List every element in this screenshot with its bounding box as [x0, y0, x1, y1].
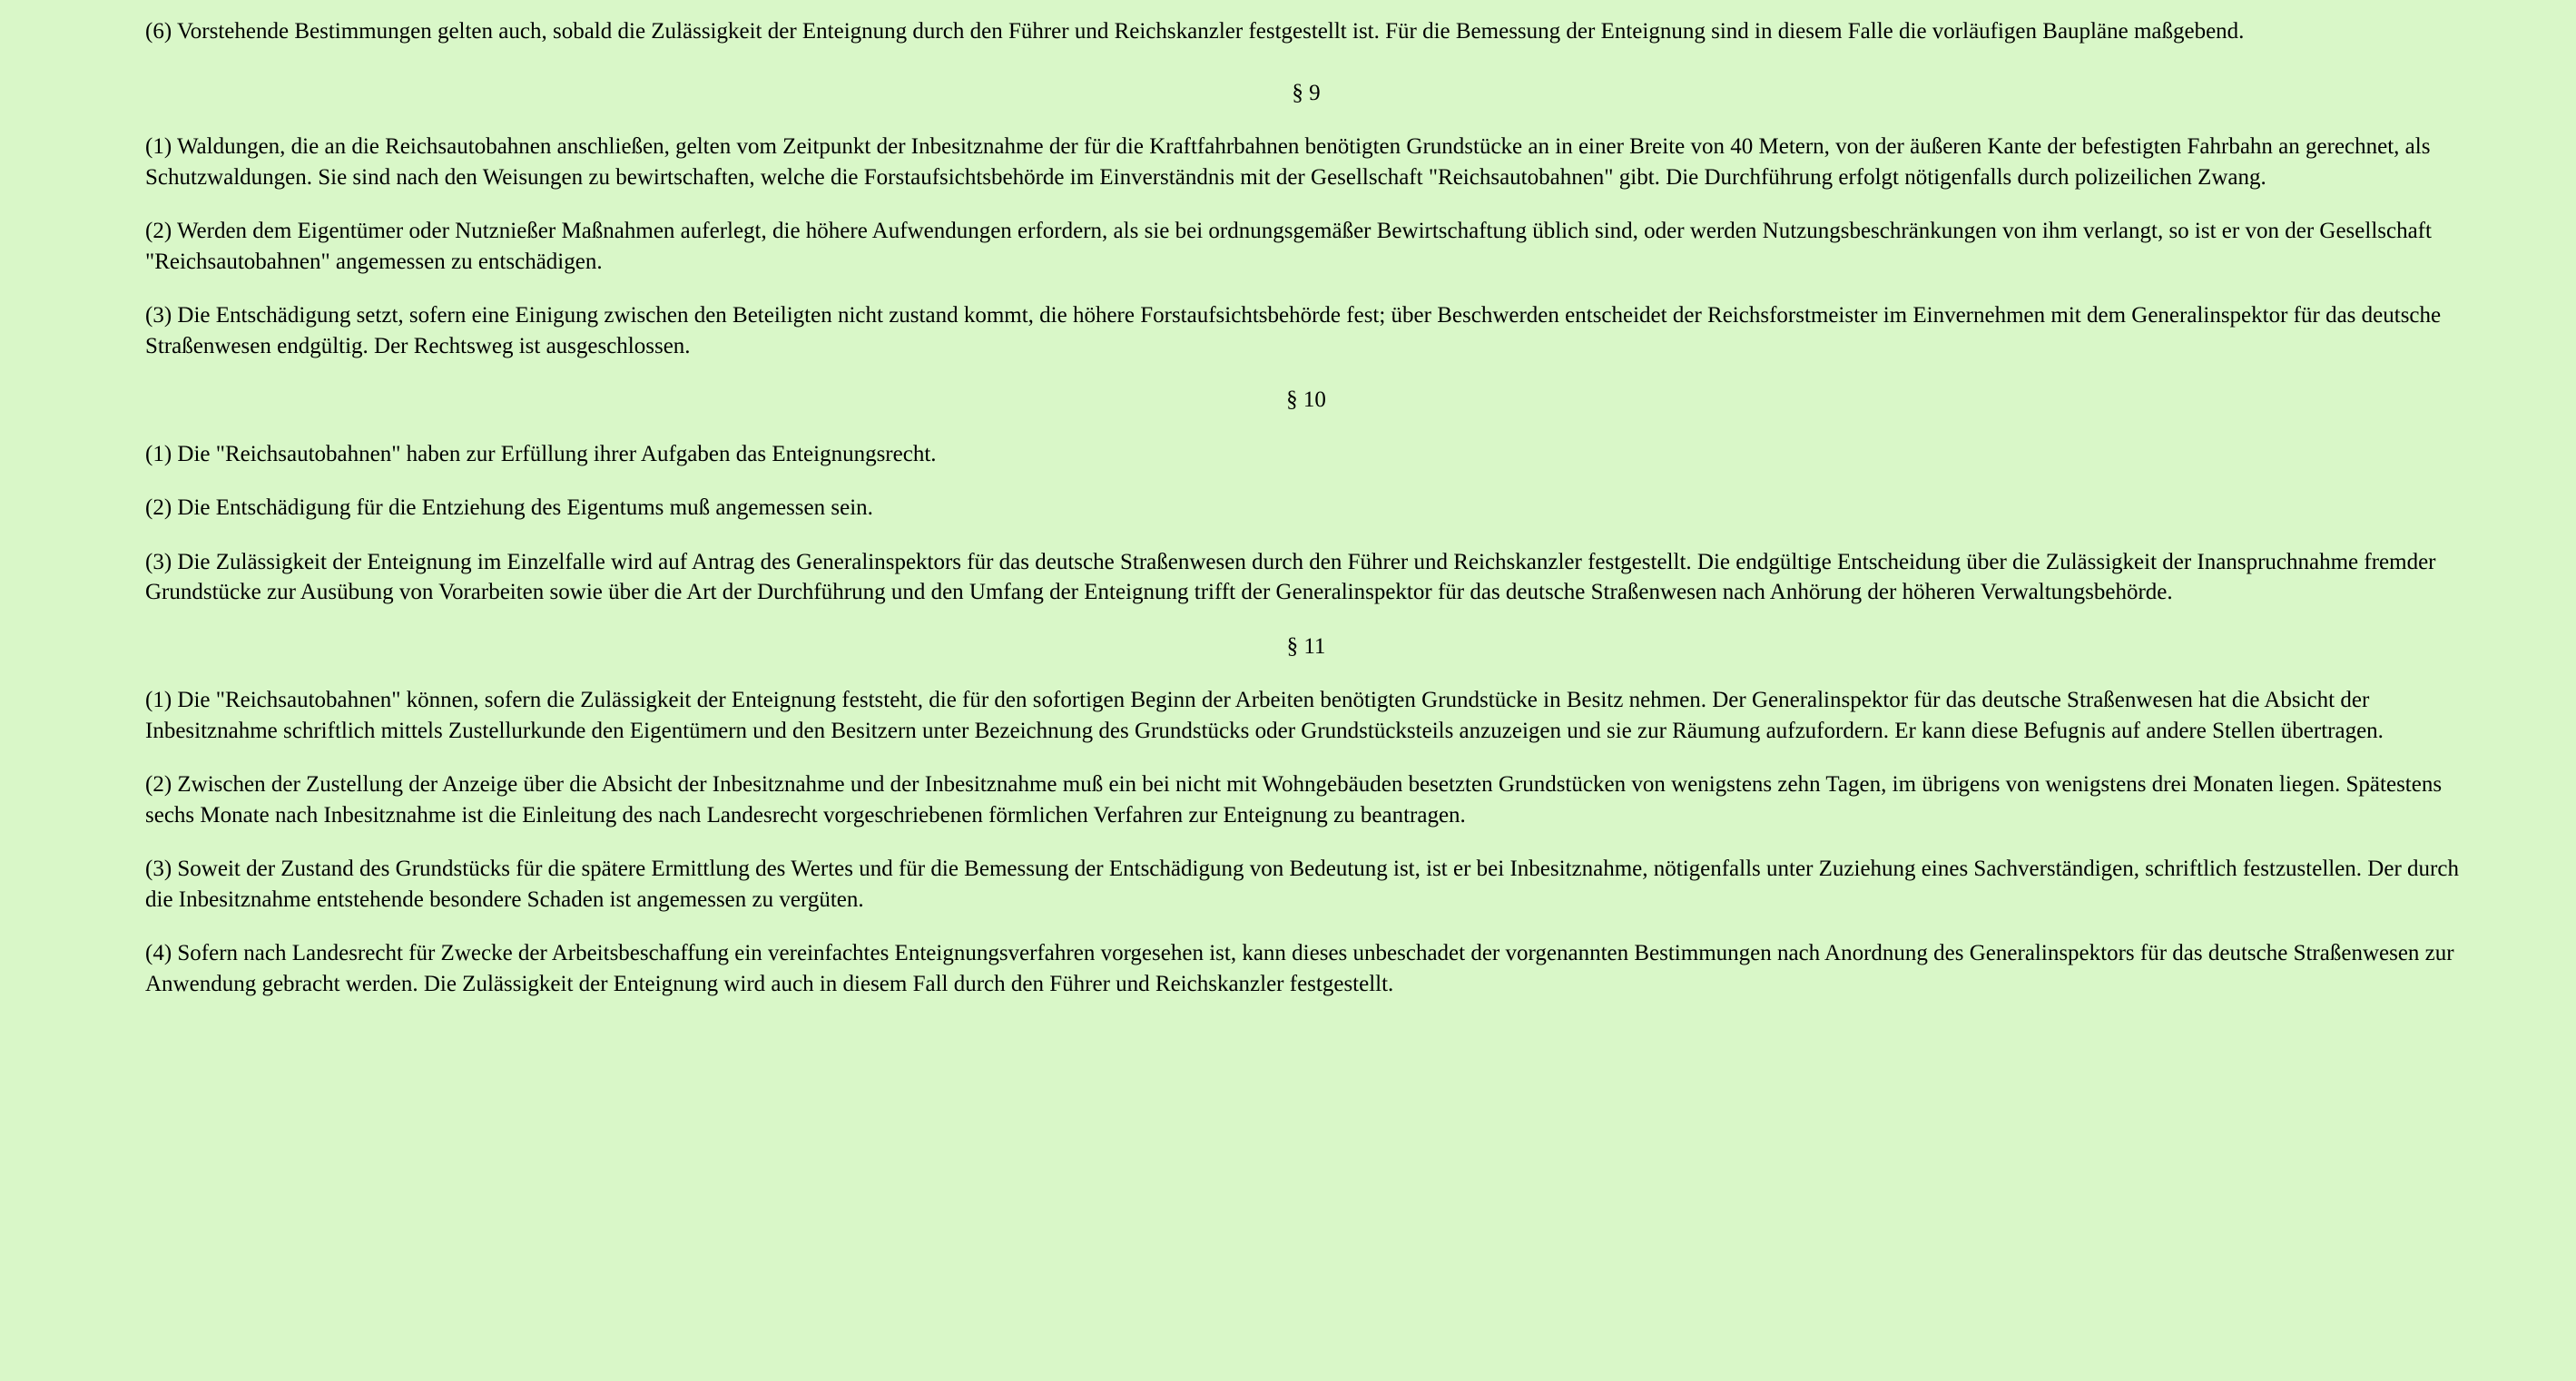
- paragraph-10-2: (2) Die Entschädigung für die Entziehung des Eigentums muß angemessen sein.: [145, 495, 873, 520]
- paragraph-9-2: (2) Werden dem Eigentümer oder Nutznießer Maßnahmen auferlegt, die höhere Aufwendungen erfordern, als sie bei ordnungsgemäßer Bewirtschaftung üblich sind, oder werden Nutzungsbeschränkungen von ihm verlangt, so ist er von der Gesellschaft "Reichsautobahnen" angemessen zu entschädigen.: [145, 219, 2432, 274]
- paragraph-10-3: (3) Die Zulässigkeit der Enteignung im Einzelfalle wird auf Antrag des Generalinspektors für das deutsche Straßenwesen durch den Führer und Reichskanzler festgestellt. Die endgültige Entscheidung über die Zulässigkeit der Inanspruchnahme fremder Grundstücke zur Ausübung von Vorarbeiten sowie über die Art der Durchführung und den Umfang der Enteignung trifft der Generalinspektor für das deutsche Straßenwesen nach Anhörung der höheren Verwaltungsbehörde.: [145, 549, 2436, 604]
- paragraph-11-1: (1) Die "Reichsautobahnen" können, sofern die Zulässigkeit der Enteignung feststeht, die für den sofortigen Beginn der Arbeiten benötigten Grundstücke in Besitz nehmen. Der Generalinspektor für das deutsche Straßenwesen hat die Absicht der Inbesitznahme schriftlich mittels Zustellurkunde den Eigentümern und den Besitzern unter Bezeichnung des Grundstücks oder Grundstücksteils anzuzeigen und sie zur Räumung aufzufordern. Er kann diese Befugnis auf andere Stellen übertragen.: [145, 688, 2384, 743]
- paragraph-9-1: (1) Waldungen, die an die Reichsautobahnen anschließen, gelten vom Zeitpunkt der Inbesitznahme der für die Kraftfahrbahnen benötigten Grundstücke an in einer Breite von 40 Metern, von der äußeren Kante der befestigten Fahrbahn an gerechnet, als Schutzwaldungen. Sie sind nach den Weisungen zu bewirtschaften, welche die Forstaufsichtsbehörde im Einverständnis mit der Gesellschaft "Reichsautobahnen" gibt. Die Durchführung erfolgt nötigenfalls durch polizeilichen Zwang.: [145, 134, 2431, 190]
- paragraph-9-3: (3) Die Entschädigung setzt, sofern eine Einigung zwischen den Beteiligten nicht zustand kommt, die höhere Forstaufsichtsbehörde fest; über Beschwerden entscheidet der Reichsforstmeister im Einvernehmen mit dem Generalinspektor für das deutsche Straßenwesen endgültig. Der Rechtsweg ist ausgeschlossen.: [145, 303, 2442, 358]
- section-heading-11: § 11: [1286, 633, 1326, 659]
- document-body: [145, 16, 2467, 999]
- paragraph-10-1: (1) Die "Reichsautobahnen" haben zur Erfüllung ihrer Aufgaben das Enteignungsrecht.: [145, 441, 937, 466]
- paragraph-11-3: (3) Soweit der Zustand des Grundstücks für die spätere Ermittlung des Wertes und für die Bemessung der Entschädigung von Bedeutung ist, ist er bei Inbesitznahme, nötigenfalls unter Zuziehung eines Sachverständigen, schriftlich festzustellen. Der durch die Inbesitznahme entstehende besondere Schaden ist angemessen zu vergüten.: [145, 857, 2459, 912]
- paragraph-11-4: (4) Sofern nach Landesrecht für Zwecke der Arbeitsbeschaffung ein vereinfachtes Enteignungsverfahren vorgesehen ist, kann dieses unbeschadet der vorgenannten Bestimmungen nach Anordnung des Generalinspektors für das deutsche Straßenwesen zur Anwendung gebracht werden. Die Zulässigkeit der Enteignung wird auch in diesem Fall durch den Führer und Reichskanzler festgestellt.: [145, 941, 2454, 996]
- section-heading-10: § 10: [1286, 387, 1326, 412]
- paragraph-6: (6) Vorstehende Bestimmungen gelten auch, sobald die Zulässigkeit der Enteignung durch den Führer und Reichskanzler festgestellt ist. Für die Bemessung der Enteignung sind in diesem Falle die vorläufigen Baupläne maßgebend.: [145, 19, 2245, 44]
- section-heading-9: § 9: [1292, 80, 1321, 105]
- paragraph-11-2: (2) Zwischen der Zustellung der Anzeige über die Absicht der Inbesitznahme und der Inbesitznahme muß ein bei nicht mit Wohngebäuden besetzten Grundstücken von wenigstens zehn Tagen, im übrigens von wenigstens drei Monaten liegen. Spätestens sechs Monate nach Inbesitznahme ist die Einleitung des nach Landesrecht vorgeschriebenen förmlichen Verfahren zur Enteignung zu beantragen.: [145, 772, 2443, 828]
